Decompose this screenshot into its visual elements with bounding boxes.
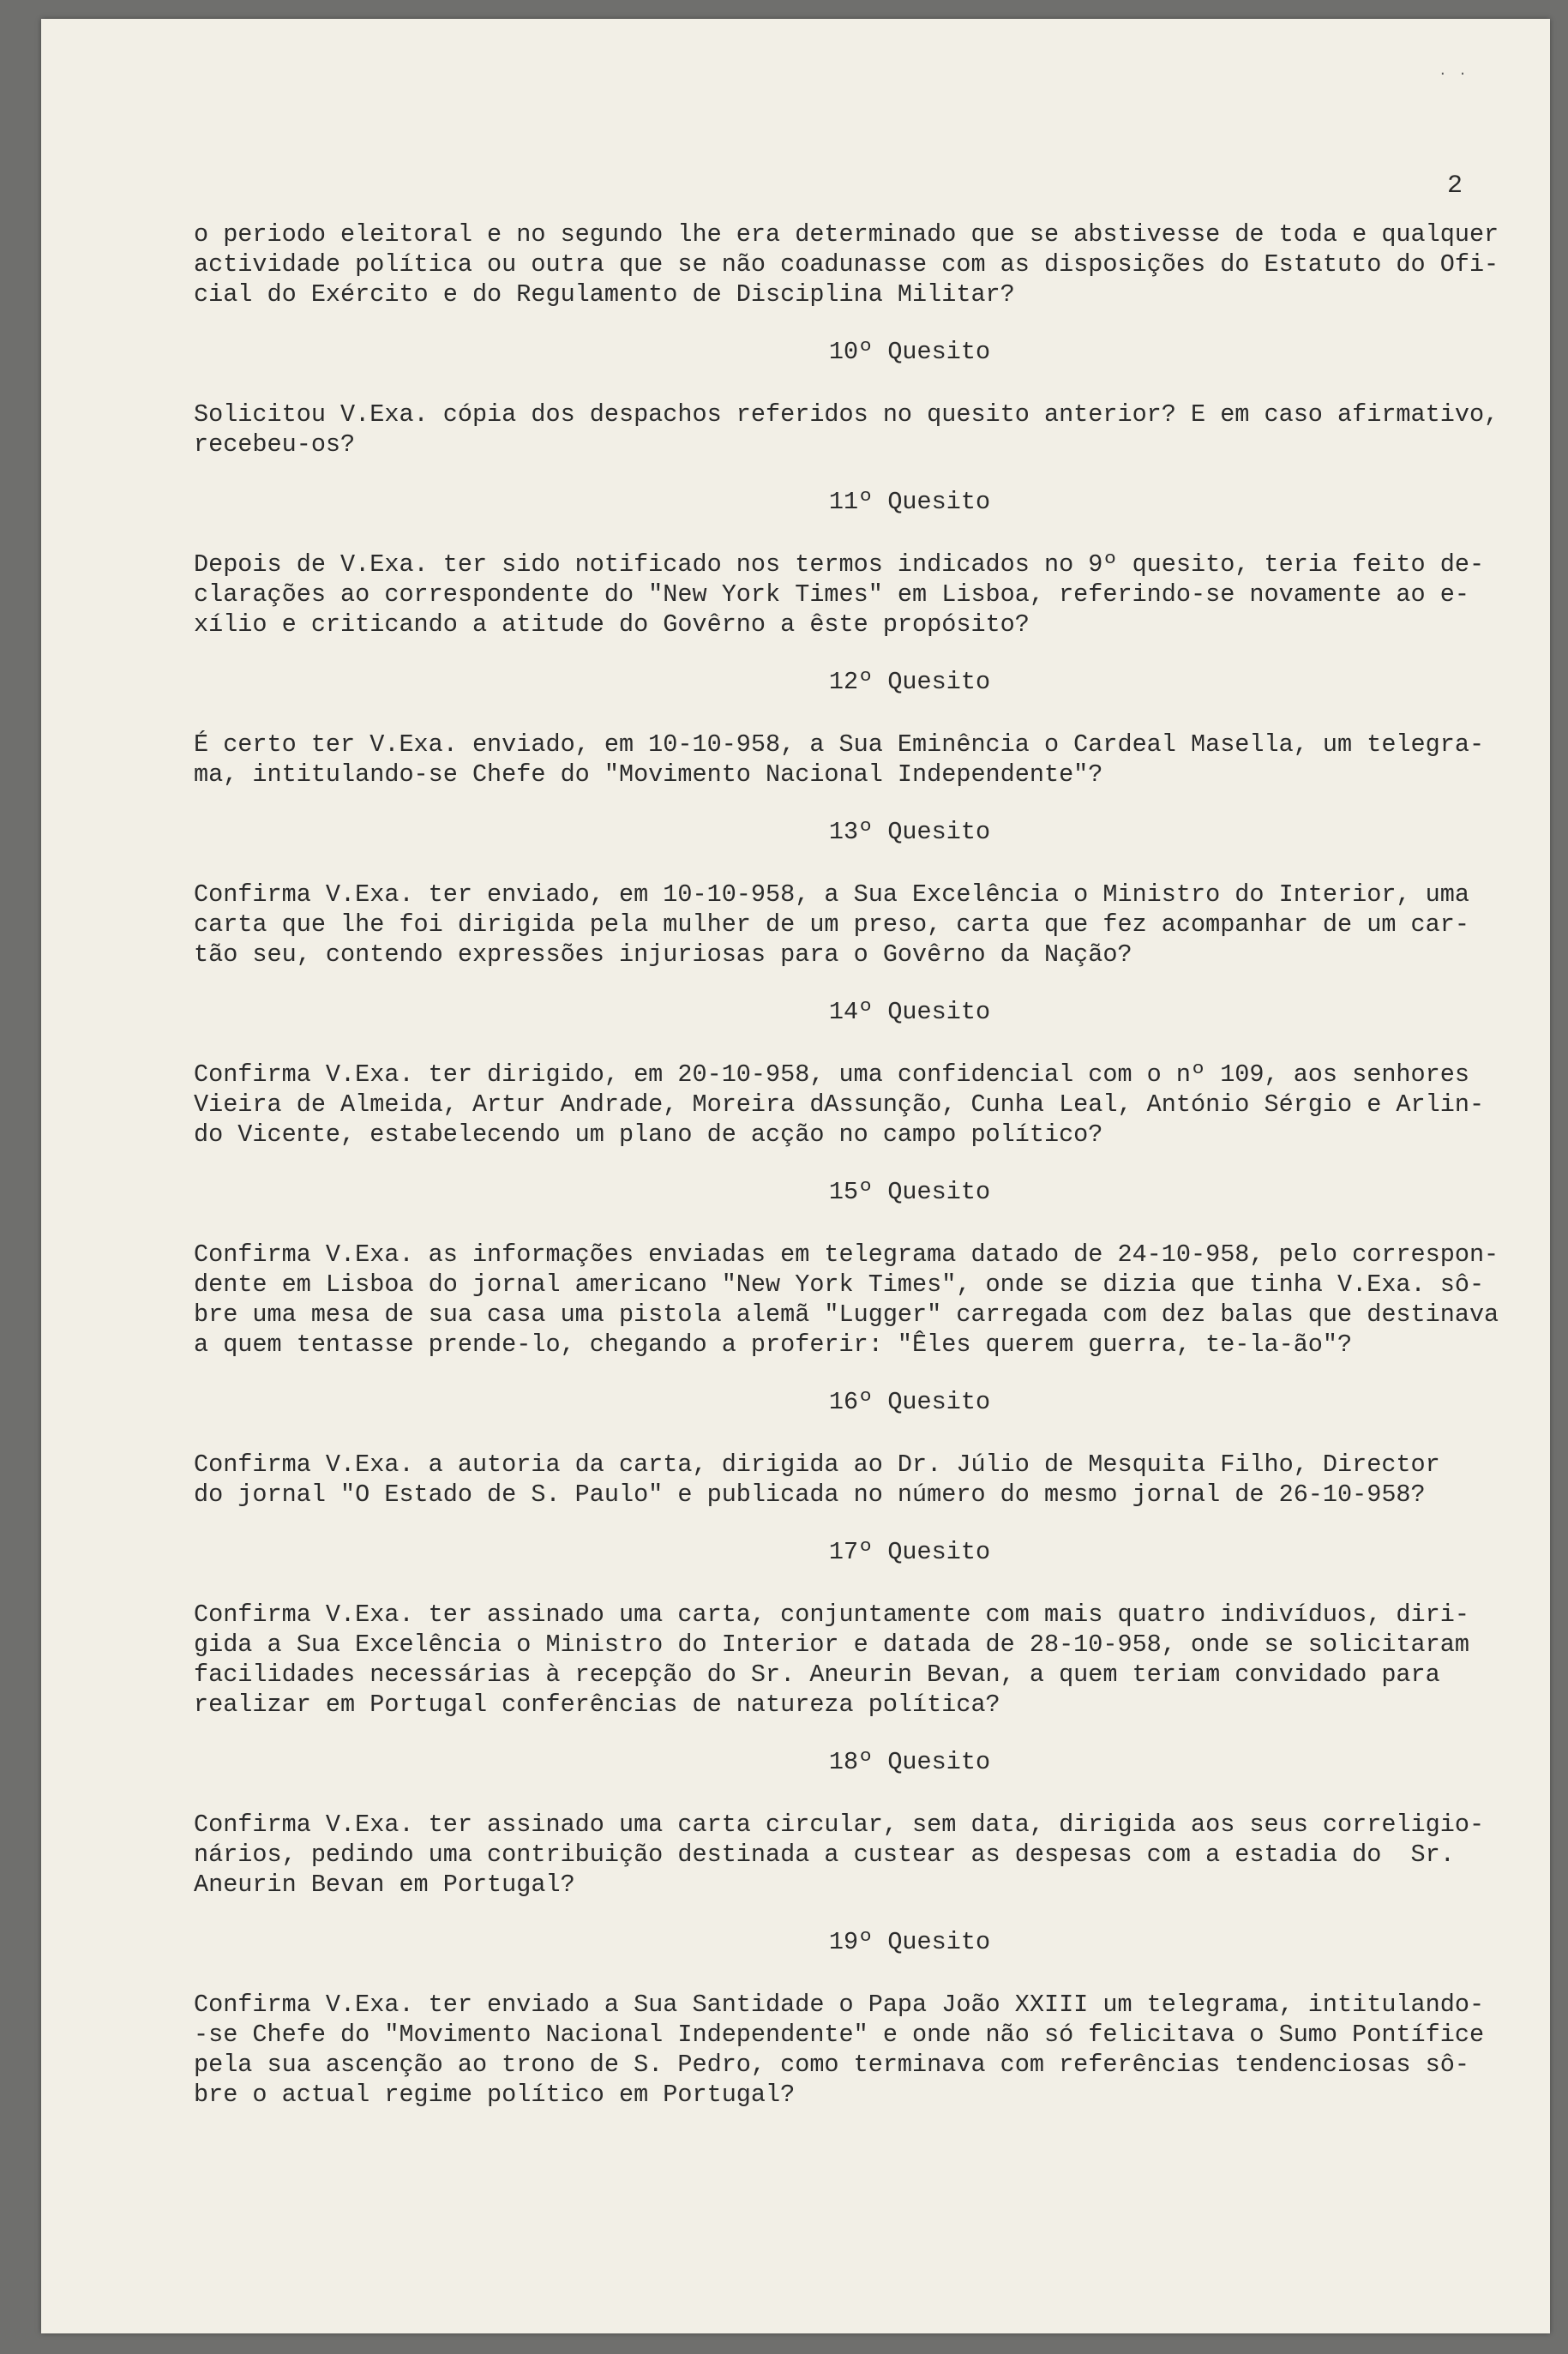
paragraph-line: Confirma V.Exa. ter dirigido, em 20-10-958, uma confidencial com o nº 109, aos senhores: [194, 1060, 1469, 1089]
quesito-paragraph: [194, 730, 1514, 790]
paragraph-line: É certo ter V.Exa. enviado, em 10-10-958, a Sua Eminência o Cardeal Masella, um telegra-: [194, 730, 1485, 759]
quesito-heading: 16º Quesito: [828, 1388, 991, 1416]
quesito-paragraph: [194, 1810, 1514, 1900]
quesito-heading: 18º Quesito: [828, 1748, 991, 1776]
quesito-heading: 11º Quesito: [828, 488, 991, 516]
paragraph-line: Confirma V.Exa. ter enviado, em 10-10-958, a Sua Excelência o Ministro do Interior, uma: [194, 880, 1469, 909]
paragraph-line: do Vicente, estabelecendo um plano de acção no campo político?: [194, 1120, 1103, 1149]
quesito-paragraph: [194, 1060, 1514, 1150]
paragraph-line: facilidades necessárias à recepção do Sr. Aneurin Bevan, a quem teriam convidado para: [194, 1660, 1440, 1689]
quesito-heading: 10º Quesito: [828, 338, 991, 366]
quesito-heading: 19º Quesito: [828, 1928, 991, 1956]
quesito-paragraph: [194, 1240, 1514, 1360]
quesito-paragraph: [194, 399, 1514, 459]
quesito-paragraph: [194, 1600, 1514, 1720]
paragraph-line: carta que lhe foi dirigida pela mulher de um preso, carta que fez acompanhar de um car-: [194, 910, 1469, 939]
quesito-heading: 17º Quesito: [828, 1538, 991, 1566]
quesito-heading: 15º Quesito: [828, 1178, 991, 1206]
paragraph-line: Confirma V.Exa. ter assinado uma carta circular, sem data, dirigida aos seus correligio-: [194, 1811, 1485, 1839]
paragraph-line: o periodo eleitoral e no segundo lhe era determinado que se abstivesse de toda e qualquer: [194, 220, 1499, 249]
quesito-paragraph: [194, 1450, 1514, 1510]
paragraph-line: nários, pedindo uma contribuição destinada a custear as despesas com a estadia do Sr.: [194, 1841, 1455, 1869]
paragraph-line: pela sua ascenção ao trono de S. Pedro, como terminava com referências tendenciosas sô-: [194, 2051, 1469, 2079]
quesito-paragraph: [194, 1990, 1514, 2110]
paragraph-line: realizar em Portugal conferências de natureza política?: [194, 1690, 1000, 1719]
paragraph-line: -se Chefe do "Movimento Nacional Independente" e onde não só felicitava o Sumo Pontífice: [194, 2021, 1485, 2049]
paragraph-line: bre uma mesa de sua casa uma pistola alemã "Lugger" carregada com dez balas que destinava: [194, 1300, 1499, 1329]
document-page: [41, 19, 1550, 2333]
document-body: [194, 219, 1514, 2137]
page-number: 2: [1447, 171, 1463, 201]
paragraph-line: recebeu-os?: [194, 430, 356, 459]
paragraph-line: Depois de V.Exa. ter sido notificado nos termos indicados no 9º quesito, teria feito de-: [194, 550, 1485, 579]
paragraph-line: Confirma V.Exa. ter assinado uma carta, conjuntamente com mais quatro indivíduos, diri-: [194, 1600, 1469, 1629]
paragraph-line: Aneurin Bevan em Portugal?: [194, 1871, 575, 1899]
paragraph-line: xílio e criticando a atitude do Govêrno a êste propósito?: [194, 610, 1030, 639]
paragraph-line: gida a Sua Excelência o Ministro do Interior e datada de 28-10-958, onde se solicitaram: [194, 1630, 1469, 1659]
paper-marks: · ·: [1439, 66, 1469, 81]
paragraph-line: bre o actual regime político em Portugal?: [194, 2081, 796, 2109]
quesito-paragraph: [194, 880, 1514, 970]
paragraph-line: actividade política ou outra que se não coadunasse com as disposições do Estatuto do Ofi-: [194, 250, 1499, 279]
quesito-heading: 12º Quesito: [828, 668, 991, 696]
quesito-paragraph: [194, 549, 1514, 640]
paragraph-line: Confirma V.Exa. ter enviado a Sua Santidade o Papa João XXIII um telegrama, intitulando-: [194, 1991, 1485, 2019]
paragraph-line: do jornal "O Estado de S. Paulo" e publicada no número do mesmo jornal de 26-10-958?: [194, 1480, 1426, 1509]
paragraph-line: a quem tentasse prende-lo, chegando a proferir: "Êles querem guerra, te-la-ão"?: [194, 1330, 1353, 1359]
paragraph-line: Solicitou V.Exa. cópia dos despachos referidos no quesito anterior? E em caso afirmativo,: [194, 400, 1499, 429]
paragraph-line: Vieira de Almeida, Artur Andrade, Moreira dAssunção, Cunha Leal, António Sérgio e Arlin-: [194, 1090, 1485, 1119]
paragraph-line: Confirma V.Exa. a autoria da carta, dirigida ao Dr. Júlio de Mesquita Filho, Director: [194, 1450, 1440, 1479]
paragraph-line: Confirma V.Exa. as informações enviadas em telegrama datado de 24-10-958, pelo correspon-: [194, 1240, 1499, 1269]
paragraph-line: ma, intitulando-se Chefe do "Movimento Nacional Independente"?: [194, 760, 1103, 789]
quesito-heading: 13º Quesito: [828, 818, 991, 846]
paragraph-line: cial do Exército e do Regulamento de Disciplina Militar?: [194, 280, 1015, 309]
paragraph-line: tão seu, contendo expressões injuriosas para o Govêrno da Nação?: [194, 940, 1132, 969]
paragraph-line: clarações ao correspondente do "New York Times" em Lisboa, referindo-se novamente ao e-: [194, 580, 1469, 609]
quesito-heading: 14º Quesito: [828, 998, 991, 1026]
paragraph-line: dente em Lisboa do jornal americano "New York Times", onde se dizia que tinha V.Exa. sô-: [194, 1270, 1485, 1299]
quesito-paragraph: [194, 219, 1514, 309]
